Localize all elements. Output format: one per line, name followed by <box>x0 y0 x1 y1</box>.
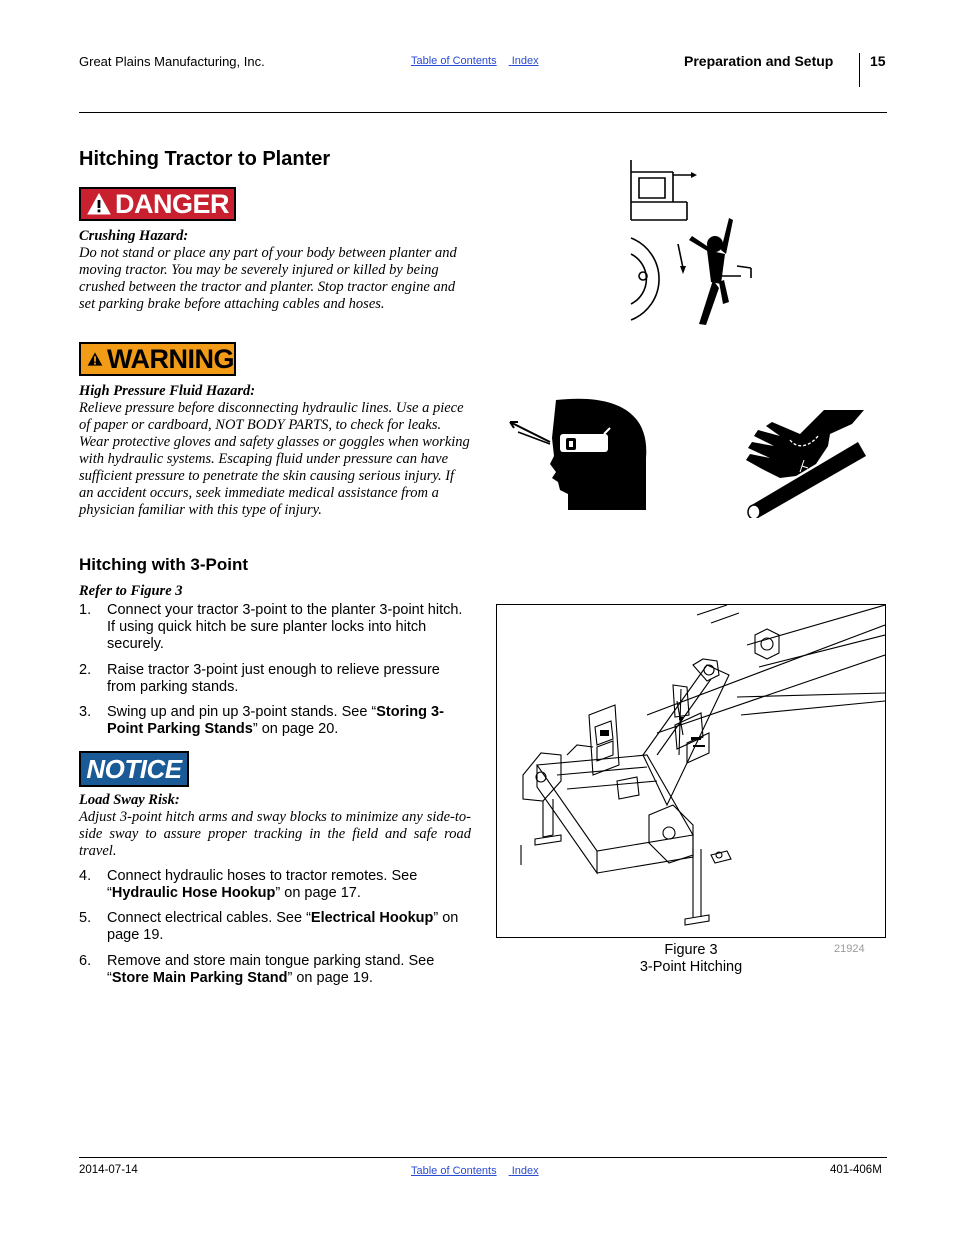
list-item: 6. Remove and store main tongue parking stand. See “Store Main Parking Stand” on page 19. <box>79 953 435 986</box>
table-of-contents-link[interactable]: Table of Contents <box>411 1165 497 1177</box>
warning-label <box>79 342 236 376</box>
document-number: 401-406M <box>830 1164 882 1176</box>
header-divider <box>859 53 860 87</box>
danger-hazard-text: Do not stand or place any part of your body between planter and moving tractor. You may be severely injured or killed by being crushed between the tractor and planter. Stop tractor engine and set parking brake before attaching cables and hoses. <box>79 245 457 312</box>
figure-3-frame <box>496 604 886 938</box>
warning-hazard-title: High Pressure Fluid Hazard: <box>79 383 256 399</box>
section-title: Preparation and Setup <box>684 53 834 69</box>
electrical-hookup-link[interactable]: Electrical Hookup <box>310 910 434 926</box>
hose-leak-hand-illustration <box>740 406 868 518</box>
warning-hazard-text: Relieve pressure before disconnecting hydraulic lines. Use a piece of paper or cardboard, NOT BODY PARTS, to check for leaks. Wear protective gloves and safety glasses or goggles when working with hydraulic systems. Escaping fluid under pressure can have sufficient pressure to penetrate the skin causing serious injury. If an accident occurs, seek immediate medical assistance from a physician familiar with this type of injury. <box>79 400 470 518</box>
alert-triangle-icon <box>87 348 103 370</box>
eye-protection-illustration <box>500 398 650 514</box>
storing-stands-link[interactable]: Storing 3-Point Parking Stands <box>107 704 444 737</box>
list-item: 1. Connect your tractor 3-point to the planter 3-point hitch. If using quick hitch be sure planter locks into hitch securely. <box>79 602 463 652</box>
index-link[interactable]: Index <box>511 1165 539 1177</box>
danger-hazard-title: Crushing Hazard: <box>79 228 189 244</box>
danger-label <box>79 187 236 221</box>
warning-label-text: WARNING <box>107 343 234 374</box>
list-item: 3. Swing up and pin up 3-point stands. See “Storing 3-Point Parking Stands” on page 20. <box>79 704 444 737</box>
notice-hazard-text: Adjust 3-point hitch arms and sway blocks to minimize any side-to-side sway to assure proper tracking in the field and safe road travel. <box>79 809 471 859</box>
notice-message <box>79 792 471 860</box>
three-point-hitch-illustration <box>497 605 885 937</box>
page-title: Hitching Tractor to Planter <box>79 148 331 170</box>
footer-date: 2014-07-14 <box>79 1164 138 1176</box>
figure-reference: Refer to Figure 3 <box>79 583 183 599</box>
danger-message <box>79 228 471 313</box>
notice-label <box>79 751 189 787</box>
warning-message <box>79 383 471 519</box>
list-item: 4. Connect hydraulic hoses to tractor remotes. See “Hydraulic Hose Hookup” on page 17. <box>79 868 418 901</box>
section-subtitle: Hitching with 3-Point <box>79 555 249 574</box>
footer-rule <box>79 1157 887 1158</box>
footer-nav <box>411 1165 551 1177</box>
page-number: 15 <box>870 53 886 69</box>
header-nav <box>411 55 551 67</box>
header-rule <box>79 112 887 113</box>
index-link[interactable]: Index <box>511 55 539 67</box>
company-name: Great Plains Manufacturing, Inc. <box>79 54 265 69</box>
figure-id: 21924 <box>834 943 865 955</box>
notice-hazard-title: Load Sway Risk: <box>79 792 180 808</box>
table-of-contents-link[interactable]: Table of Contents <box>411 55 497 67</box>
list-item: 2. Raise tractor 3-point just enough to relieve pressure from parking stands. <box>79 662 440 695</box>
crushing-hazard-illustration <box>625 158 760 326</box>
figure-caption <box>596 942 786 976</box>
parking-stand-link[interactable]: Store Main Parking Stand <box>111 970 288 986</box>
alert-triangle-icon <box>87 193 111 215</box>
hydraulic-hose-link[interactable]: Hydraulic Hose Hookup <box>111 885 276 901</box>
figure-label: Figure 3 <box>664 942 718 958</box>
danger-label-text: DANGER <box>115 188 230 219</box>
notice-label-text: NOTICE <box>86 753 182 784</box>
list-item: 5. Connect electrical cables. See “Electrical Hookup” on page 19. <box>79 910 459 943</box>
figure-caption-text: 3-Point Hitching <box>639 959 743 975</box>
